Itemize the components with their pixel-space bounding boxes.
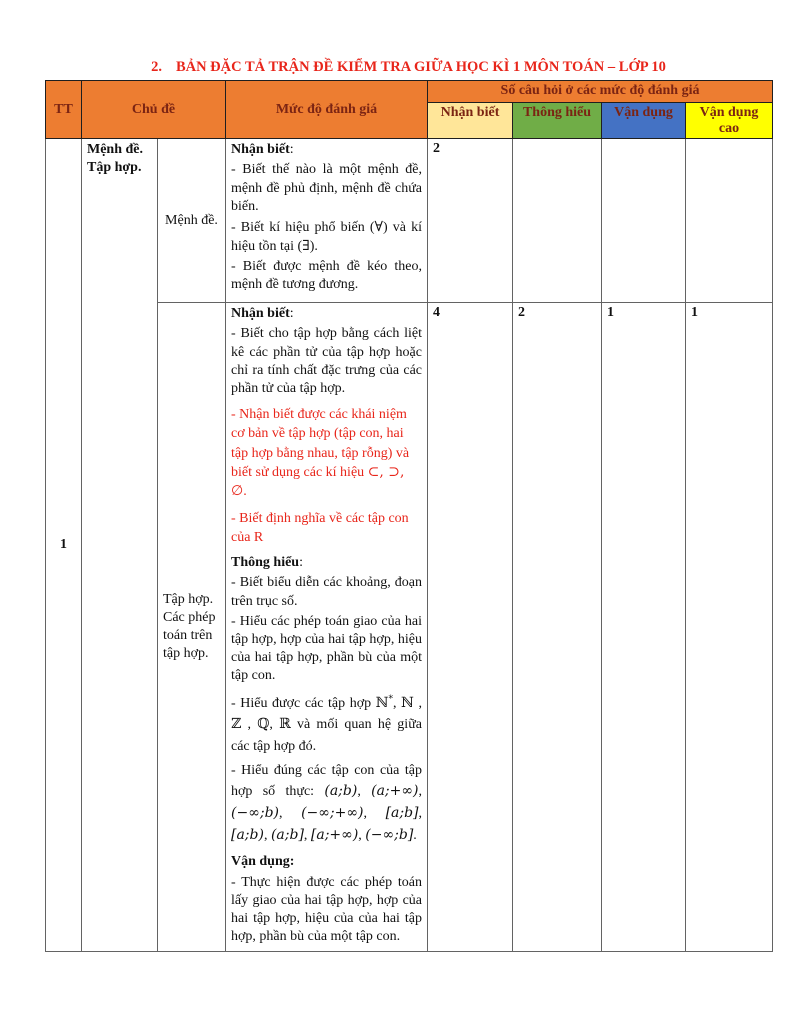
- description-paragraph: - Hiểu được các tập hợp ℕ*, ℕ , ℤ , ℚ, ℝ và mối quan hệ giữa các tập hợp đó.: [231, 693, 423, 754]
- description-paragraph: - Thực hiện được các phép toán lấy giao của hai tập hợp, hợp của hai tập hợp, hiệu của của hai tập hợp, phần bù của một tập con.: [231, 874, 422, 945]
- description-paragraph: Thông hiểu:: [231, 555, 303, 571]
- count-cell-nhan-biet: 2: [428, 139, 513, 303]
- test-spec-table: [45, 80, 773, 952]
- description-paragraph: - Biết biểu diễn các khoảng, đoạn trên trục số.: [231, 575, 422, 609]
- description-paragraph: - Hiểu đúng các tập con của tập hợp số thực: (a;b), (a;+∞), (−∞;b), (−∞;+∞), [a;b], [a;b), (a;b], [a;+∞), (−∞;b].: [231, 762, 423, 843]
- count-cell-thong-hieu: 2: [513, 303, 602, 952]
- document-title: [45, 60, 772, 76]
- count-cell-thong-hieu: [513, 139, 602, 303]
- header-row-1: [46, 80, 773, 102]
- description-paragraph: - Hiểu các phép toán giao của hai tập hợp, hợp của hai tập hợp, hiệu của hai tập hợp, phần bù của một tập con.: [231, 613, 422, 684]
- description-paragraph: Nhận biết:: [231, 306, 294, 322]
- count-cell-van-dung: [602, 139, 686, 303]
- level-description-cell: [226, 139, 428, 303]
- level-description-cell: [226, 303, 428, 952]
- topic-cell: Mệnh đề. Tập hợp.: [82, 139, 158, 952]
- title-text: BẢN ĐẶC TẢ TRẬN ĐỀ KIỂM TRA GIỮA HỌC KÌ 1 MÔN TOÁN – LỚP 10: [175, 59, 666, 75]
- title-number: 2.: [151, 59, 162, 75]
- description-paragraph: Nhận biết:: [231, 142, 294, 158]
- header-tt: TT: [46, 80, 82, 138]
- subtopic-cell-menh-de: Mệnh đề.: [158, 139, 226, 303]
- subtopic-cell-tap-hop: Tập hợp. Các phép toán trên tập hợp.: [158, 303, 226, 952]
- row-number-cell: 1: [46, 139, 82, 952]
- header-level-thong-hieu: Thông hiểu: [513, 102, 602, 138]
- header-level-van-dung: Vận dụng: [602, 102, 686, 138]
- description-paragraph: - Biết định nghĩa về các tập con của R: [231, 510, 409, 545]
- description-paragraph: Vận dụng:: [231, 854, 295, 870]
- count-cell-van-dung: 1: [602, 303, 686, 952]
- table-row-menh-de: [46, 139, 773, 303]
- header-question-counts: Số câu hỏi ở các mức độ đánh giá: [428, 80, 773, 102]
- description-paragraph: - Biết cho tập hợp bằng cách liệt kê các phần tử của tập hợp hoặc chỉ ra tính chất đặc trưng của các phần tử của tập hợp.: [231, 326, 422, 396]
- count-cell-van-dung-cao: 1: [686, 303, 773, 952]
- header-topic: Chủ đề: [82, 80, 226, 138]
- header-level: Mức độ đánh giá: [226, 80, 428, 138]
- description-paragraph: - Biết thế nào là một mệnh đề, mệnh đề phủ định, mệnh đề chứa biến.: [231, 162, 422, 214]
- description-paragraph: - Biết được mệnh đề kéo theo, mệnh đề tương đương.: [231, 259, 422, 293]
- count-cell-van-dung-cao: [686, 139, 773, 303]
- header-level-van-dung-cao: Vận dụng cao: [686, 102, 773, 138]
- count-cell-nhan-biet: 4: [428, 303, 513, 952]
- description-paragraph: - Nhận biết được các khái niệm cơ bản về tập hợp (tập con, hai tập hợp bằng nhau, tập rỗng) và biết sử dụng các kí hiệu ⊂, ⊃, ∅.: [231, 407, 410, 500]
- description-paragraph: - Biết kí hiệu phổ biến (∀) và kí hiệu tồn tại (∃).: [231, 218, 422, 255]
- header-level-nhan-biet: Nhận biết: [428, 102, 513, 138]
